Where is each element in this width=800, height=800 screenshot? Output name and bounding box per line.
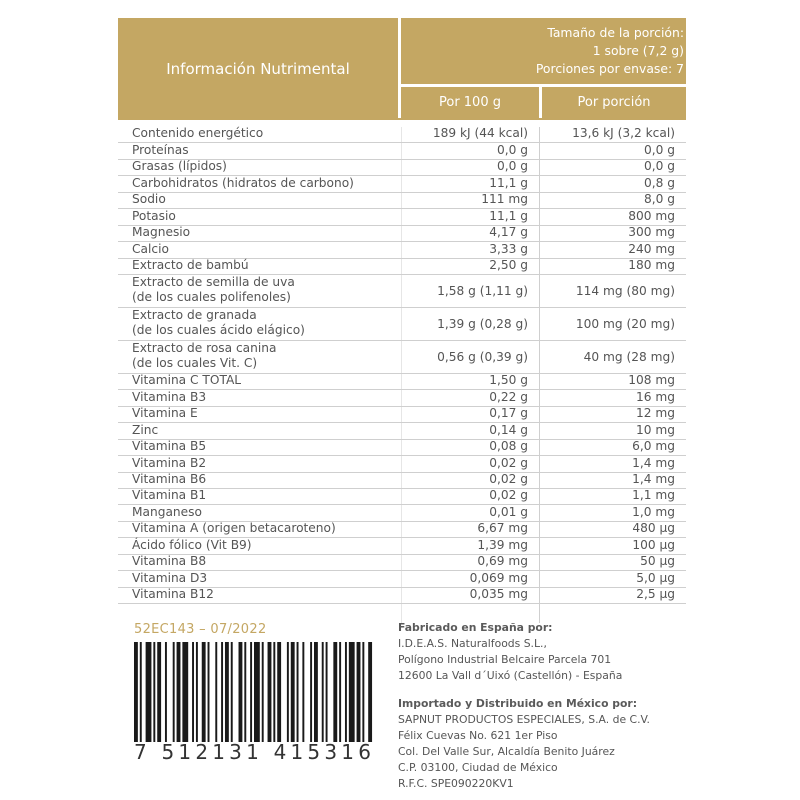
nutrient-name-line: (de los cuales Vit. C) (132, 356, 258, 371)
table-row (118, 440, 686, 456)
nutrient-name (132, 456, 206, 471)
lot-number: 52EC143 – 07/2022 (134, 622, 267, 637)
nutrient-name (132, 373, 241, 388)
value-per-100g: 1,39 mg (477, 537, 528, 552)
column-header-per-100g (401, 87, 539, 118)
value-per-100g: 0,08 g (489, 439, 528, 454)
nutrient-name (132, 275, 295, 306)
barcode-bar (182, 642, 188, 742)
serving-size-label: Tamaño de la porción: (547, 25, 684, 40)
nutrient-name-line: Vitamina B8 (132, 554, 207, 569)
value-per-100g: 0,01 g (489, 504, 528, 519)
value-per-100g: 1,50 g (489, 373, 528, 388)
table-row (118, 374, 686, 390)
value-per-100g: 11,1 g (489, 208, 528, 223)
nutrient-name-line: Extracto de bambú (132, 257, 249, 272)
nutrition-title (118, 18, 398, 120)
table-row (118, 555, 686, 571)
importer-info (398, 696, 650, 792)
manufacturer-info (398, 620, 622, 684)
nutrition-title-text: Información Nutrimental (166, 60, 350, 78)
barcode-bar (349, 642, 355, 742)
barcode-bar (310, 642, 312, 742)
nutrient-name-line: Vitamina B1 (132, 488, 207, 503)
table-row (118, 259, 686, 275)
barcode-number: 7 512131 415316 (134, 740, 376, 764)
nutrient-name-line: Vitamina B12 (132, 587, 214, 602)
nutrient-name (132, 554, 206, 569)
barcode-bar (157, 642, 161, 742)
column-header-per-serving-text: Por porción (577, 95, 651, 110)
table-row (118, 522, 686, 538)
value-per-100g: 0,02 g (489, 455, 528, 470)
barcode-bar (208, 642, 210, 742)
barcode-bar (362, 642, 364, 742)
nutrient-name-line: (de los cuales ácido elágico) (132, 323, 305, 338)
nutrient-name (132, 242, 169, 257)
barcode-bar (345, 642, 347, 742)
nutrient-name (132, 423, 158, 438)
value-per-serving: 10 mg (636, 422, 675, 437)
barcode-bar (302, 642, 304, 742)
nutrient-name (132, 538, 252, 553)
nutrient-name-line: Sodio (132, 192, 166, 207)
value-per-100g: 1,58 g (1,11 g) (437, 283, 528, 298)
barcode-bar (333, 642, 337, 742)
value-per-serving: 100 mg (20 mg) (575, 316, 675, 331)
nutrient-name (132, 258, 249, 273)
value-per-100g: 0,02 g (489, 472, 528, 486)
table-row (118, 456, 686, 472)
value-per-100g: 4,17 g (489, 225, 528, 240)
value-per-100g: 11,1 g (489, 175, 528, 190)
table-row (118, 226, 686, 242)
barcode-bar (202, 642, 206, 742)
value-per-serving: 5,0 µg (636, 570, 675, 585)
importer-line: R.F.C. SPE090220KV1 (398, 777, 514, 790)
barcode-bar (314, 642, 318, 742)
nutrient-name-line: Calcio (132, 241, 169, 256)
barcode-bar (165, 642, 167, 742)
value-per-serving: 108 mg (628, 373, 675, 388)
nutrient-name (132, 587, 214, 602)
table-row (118, 407, 686, 423)
table-row (118, 143, 686, 159)
table-row (118, 538, 686, 554)
value-per-serving: 0,8 g (644, 175, 675, 190)
value-per-100g: 0,069 mg (469, 570, 528, 585)
nutrient-name-line: Vitamina C TOTAL (132, 373, 242, 388)
nutrient-name (132, 505, 202, 520)
header-divider (118, 118, 686, 120)
value-per-serving: 1,4 mg (632, 455, 675, 470)
value-per-100g: 0,17 g (489, 406, 528, 421)
nutrient-name-line: Vitamina D3 (132, 570, 208, 585)
table-row (118, 571, 686, 587)
nutrient-name (132, 225, 190, 240)
value-per-100g: 1,39 g (0,28 g) (437, 316, 528, 331)
serving-size-value: 1 sobre (7,2 g) (592, 43, 684, 58)
nutrient-name-line: Vitamina B5 (132, 439, 207, 454)
barcode-bar (357, 642, 361, 742)
barcode-bar (215, 642, 217, 742)
value-per-serving: 16 mg (636, 389, 675, 404)
table-row (118, 176, 686, 192)
nutrient-name-line: Zinc (132, 422, 159, 437)
importer-line: Col. Del Valle Sur, Alcaldía Benito Juárez (398, 745, 615, 758)
value-per-100g: 2,50 g (489, 257, 528, 272)
value-per-100g: 0,56 g (0,39 g) (437, 349, 528, 364)
nutrient-name-line: Vitamina B2 (132, 455, 207, 470)
barcode-bar (268, 642, 272, 742)
value-per-serving: 1,4 mg (632, 472, 675, 486)
nutrient-name (132, 521, 336, 536)
barcode-bar (287, 642, 289, 742)
barcode-bar (177, 642, 181, 742)
nutrient-name (132, 341, 276, 372)
value-per-100g: 0,035 mg (469, 587, 528, 602)
value-per-100g: 0,02 g (489, 488, 528, 503)
table-row (118, 127, 686, 143)
table-row (118, 489, 686, 505)
value-per-serving: 180 mg (628, 257, 675, 272)
nutrient-name (132, 126, 263, 141)
nutrient-name-line: Grasas (lípidos) (132, 159, 227, 174)
table-row (118, 390, 686, 406)
barcode-bar (262, 642, 264, 742)
value-per-100g: 0,0 g (497, 159, 528, 174)
nutrient-name (132, 472, 206, 487)
table-row (118, 308, 686, 341)
importer-line: C.P. 03100, Ciudad de México (398, 761, 558, 774)
barcode-bars (134, 642, 374, 742)
value-per-serving: 480 µg (632, 521, 675, 536)
column-header-per-100g-text: Por 100 g (438, 95, 501, 110)
barcode-bar (225, 642, 229, 742)
nutrient-name-line: Extracto de rosa canina (132, 340, 277, 355)
value-per-serving: 2,5 µg (636, 587, 675, 602)
barcode-bar (140, 642, 142, 742)
value-per-100g: 6,67 mg (477, 521, 528, 536)
value-per-serving: 0,0 g (644, 159, 675, 174)
value-per-100g: 0,0 g (497, 142, 528, 157)
nutrient-name (132, 176, 354, 191)
importer-line: SAPNUT PRODUCTOS ESPECIALES, S.A. de C.V. (398, 713, 650, 726)
barcode-bar (221, 642, 223, 742)
barcode-bar (297, 642, 299, 742)
nutrient-name-line: Carbohidratos (hidratos de carbono) (132, 175, 354, 190)
barcode-bar (277, 642, 281, 742)
nutrient-name-line: Potasio (132, 208, 176, 223)
nutrient-name-line: Manganeso (132, 504, 202, 519)
value-per-serving: 240 mg (628, 241, 675, 256)
nutrient-name-line: Vitamina B3 (132, 389, 207, 404)
nutrient-name (132, 209, 176, 224)
barcode-bar (231, 642, 233, 742)
value-per-serving: 50 µg (640, 554, 675, 569)
barcode-bar (239, 642, 243, 742)
serving-size-box (401, 18, 686, 84)
importer-line: Félix Cuevas No. 621 1er Piso (398, 729, 558, 742)
table-row (118, 275, 686, 308)
value-per-serving: 114 mg (80 mg) (575, 283, 675, 298)
manufacturer-line: 12600 La Vall d´Uixó (Castellón) - España (398, 669, 623, 682)
column-header-per-serving (542, 87, 686, 118)
importer-title: Importado y Distribuido en México por: (398, 697, 638, 710)
value-per-serving: 12 mg (636, 406, 675, 421)
nutrient-name-line: Proteínas (132, 142, 189, 157)
value-per-100g: 3,33 g (489, 241, 528, 256)
value-per-serving: 1,0 mg (632, 504, 675, 519)
nutrition-table (118, 127, 686, 604)
value-per-serving: 1,1 mg (632, 488, 675, 503)
nutrient-name (132, 192, 166, 207)
nutrient-name (132, 308, 305, 339)
table-row (118, 588, 686, 604)
barcode-bar (326, 642, 328, 742)
manufacturer-title: Fabricado en España por: (398, 621, 553, 634)
nutrient-name-line: Extracto de granada (132, 307, 257, 322)
value-per-100g: 0,69 mg (477, 554, 528, 569)
table-row (118, 341, 686, 374)
nutrient-name-line: Vitamina B6 (132, 472, 207, 486)
nutrient-name-line: Extracto de semilla de uva (132, 274, 295, 289)
nutrient-name-line: Vitamina E (132, 406, 198, 421)
table-row (118, 423, 686, 439)
servings-per-container: Porciones por envase: 7 (535, 61, 684, 76)
table-row (118, 193, 686, 209)
barcode-bar (291, 642, 295, 742)
nutrient-name (132, 406, 198, 421)
nutrient-name (132, 390, 206, 405)
barcode-bar (153, 642, 155, 742)
nutrient-name (132, 571, 207, 586)
nutrient-name-line: Vitamina A (origen betacaroteno) (132, 521, 336, 536)
table-row (118, 242, 686, 258)
value-per-serving: 13,6 kJ (3,2 kcal) (572, 126, 675, 141)
value-per-100g: 0,14 g (489, 422, 528, 437)
manufacturer-line: Polígono Industrial Belcaire Parcela 701 (398, 653, 612, 666)
value-per-100g: 111 mg (481, 192, 528, 207)
barcode-bar (173, 642, 175, 742)
nutrient-name (132, 159, 227, 174)
value-per-serving: 100 µg (632, 537, 675, 552)
barcode-bar (339, 642, 341, 742)
nutrient-name-line: Magnesio (132, 225, 191, 240)
nutrient-name (132, 439, 206, 454)
nutrient-name-line: Ácido fólico (Vit B9) (132, 537, 252, 552)
table-row (118, 473, 686, 489)
nutrient-name-line: (de los cuales polifenoles) (132, 290, 291, 305)
barcode-bar (322, 642, 324, 742)
table-row (118, 209, 686, 225)
value-per-100g: 0,22 g (489, 389, 528, 404)
nutrient-name-line: Contenido energético (132, 126, 264, 141)
value-per-serving: 0,0 g (644, 142, 675, 157)
barcode-bar (134, 642, 138, 742)
barcode-bar (244, 642, 246, 742)
barcode-bar (368, 642, 372, 742)
nutrient-name (132, 488, 206, 503)
manufacturer-line: I.D.E.A.S. Naturalfoods S.L., (398, 637, 547, 650)
value-per-100g: 189 kJ (44 kcal) (432, 126, 528, 141)
barcode-bar (192, 642, 194, 742)
value-per-serving: 40 mg (28 mg) (583, 349, 675, 364)
value-per-serving: 6,0 mg (632, 439, 675, 454)
table-row (118, 160, 686, 176)
value-per-serving: 300 mg (628, 225, 675, 240)
barcode-bar (254, 642, 260, 742)
barcode (134, 642, 374, 762)
barcode-bar (196, 642, 198, 742)
value-per-serving: 8,0 g (644, 192, 675, 207)
barcode-bar (250, 642, 252, 742)
nutrient-name (132, 143, 189, 158)
value-per-serving: 800 mg (628, 208, 675, 223)
barcode-bar (273, 642, 275, 742)
barcode-bar (146, 642, 152, 742)
table-row (118, 505, 686, 521)
